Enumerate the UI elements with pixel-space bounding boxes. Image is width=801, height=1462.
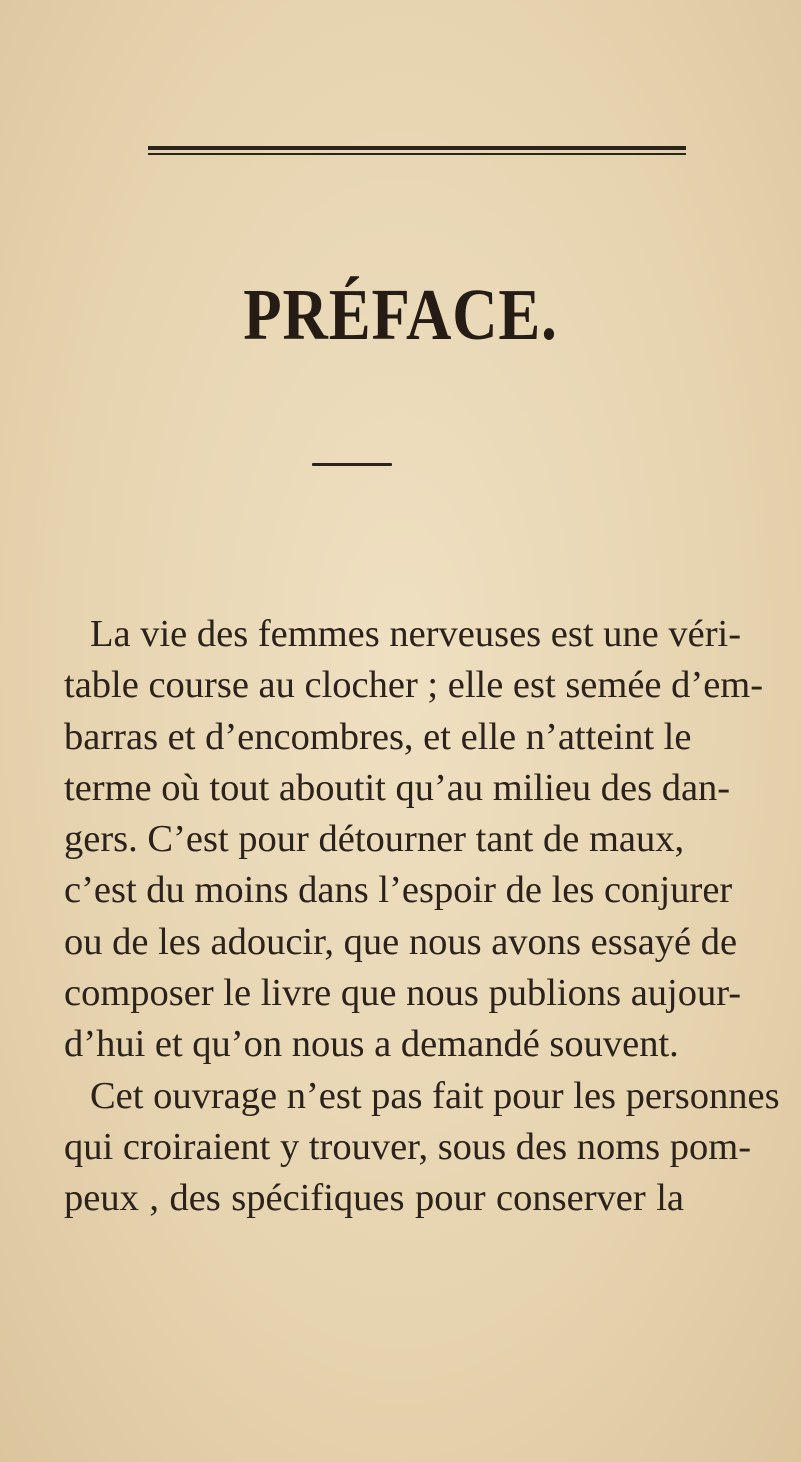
text-line: composer le livre que nous publions aujour- xyxy=(64,972,742,1015)
text-line: Cet ouvrage n’est pas fait pour les personnes xyxy=(90,1074,780,1117)
text-line: table course au clocher ; elle est semée d’em- xyxy=(64,664,764,707)
text-line: barras et d’encombres, et elle n’atteint le xyxy=(64,715,692,758)
text-line: ou de les adoucir, que nous avons essayé de xyxy=(64,920,738,963)
text-line: c’est du moins dans l’espoir de les conjurer xyxy=(64,869,733,912)
page-title: PRÉFACE. xyxy=(243,274,558,355)
preface-body xyxy=(64,609,780,1225)
text-line: qui croiraient y trouver, sous des noms pom- xyxy=(64,1125,752,1168)
title-separator-rule xyxy=(312,463,392,466)
top-double-rule-thin xyxy=(148,153,686,155)
text-line: La vie des femmes nerveuses est une véri- xyxy=(90,613,742,655)
text-line: terme où tout aboutit qu’au milieu des dan- xyxy=(64,766,731,809)
top-double-rule-thick xyxy=(148,146,686,150)
text-line: gers. C’est pour détourner tant de maux, xyxy=(64,818,685,861)
text-line: peux , des spécifiques pour conserver la xyxy=(64,1177,684,1220)
text-line: d’hui et qu’on nous a demandé souvent. xyxy=(64,1023,679,1066)
